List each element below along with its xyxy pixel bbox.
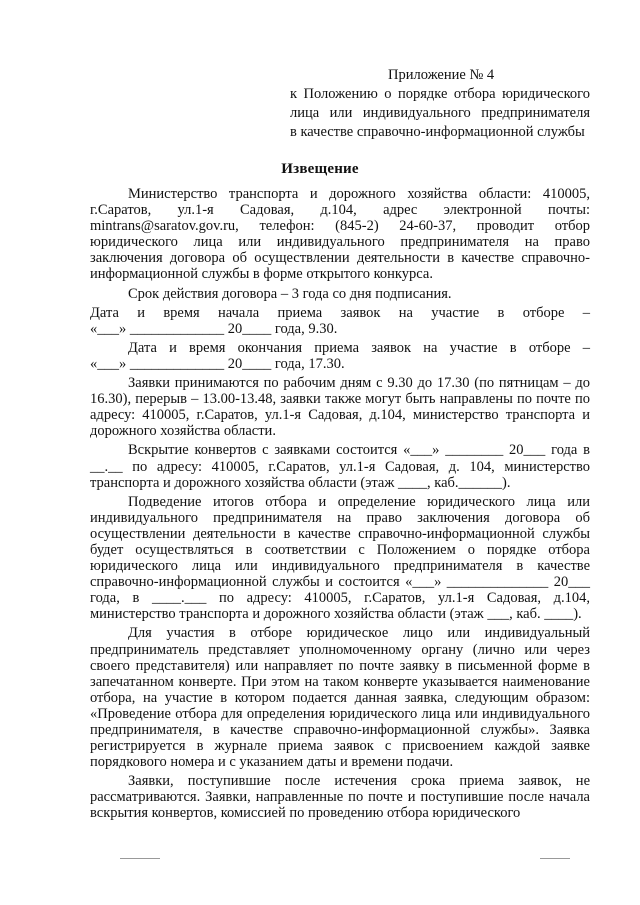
end-date-line-1: Дата и время окончания приема заявок на участие в отборе – [128,339,590,356]
paragraph-results: Подведение итогов отбора и определение юридического лица или индивидуального предпринимателя на право заключения договора об осуществлении деятельности в качестве справочно-информационной службы будет осуществляться в соответствии с Положением о порядке отбора юридического лица или индивидуального предпринимателя в качестве справочно-информационной службы и состоится «___» ______________ 20___ года, в ____.___ по адресу: 410005, г.Саратов, ул.1-я Садовая, д.104, министерство транспорта и дорожного хозяйства области (этаж ___, каб. ____). [90,493,590,623]
start-date-line-2: «___» _____________ 20____ года, 9.30. [90,320,338,337]
paragraph-working-hours: Заявки принимаются по рабочим дням с 9.30 до 17.30 (по пятницам – до 16.30), перерыв – 13.00-13.48, заявки также могут быть направлены по почте по адресу: 410005, г.Саратов, ул.1-я Садовая, д.104, министерство транспорта и дорожного хозяйства области. [90,375,590,440]
document-title: Извещение [281,161,359,177]
document-body [90,186,590,825]
paragraph-participation: Для участия в отборе юридическое лицо или индивидуальный предприниматель представляет уполномоченному органу (лично или через своего представителя) или направляет по почте заявку в письменной форме в запечатанном конверте. При этом на таком конверте указывается наименование отбора, на участие в котором подается данная заявка, следующим образом: «Проведение отбора для определения юридического лица или индивидуального предпринимателя, в качестве справочно-информационной службы». Заявка регистрируется в журнале приема заявок с присвоением каждой заявке порядкового номера и с указанием даты и времени подачи. [90,625,590,771]
paragraph-envelope-opening: Вскрытие конвертов с заявками состоится «___» ________ 20___ года в __.__ по адресу: 410005, г.Саратов, ул.1-я Садовая, д. 104, министерство транспорта и дорожного хозяйства области (этаж ____, каб.______). [90,442,590,491]
paragraph-contract-term: Срок действия договора – 3 года со дня подписания. [128,285,452,302]
end-date-line-2: «___» _____________ 20____ года, 17.30. [90,355,345,372]
start-date-line-1: Дата и время начала приема заявок на участие в отборе – [90,304,590,321]
paragraph-start-date [90,305,590,337]
appendix-line-2: лица или индивидуального предпринимателя [290,105,590,121]
paragraph-late-applications: Заявки, поступившие после истечения срока приема заявок, не рассматриваются. Заявки, направленные по почте и поступившие после начала вскрытия конвертов, комиссией по проведению отбора юридического [90,773,590,822]
appendix-header [290,66,590,142]
paragraph-ministry: Министерство транспорта и дорожного хозяйства области: 410005, г.Саратов, ул.1-я Садовая, д.104, адрес электронной почты: mintrans@saratov.gov.ru, телефон: (845-2) 24-60-37, проводит отбор юридического лица или индивидуального предпринимателя на право заключения договора об осуществлении деятельности в качестве справочно-информационной службы в форме открытого конкурса. [90,186,590,283]
paragraph-end-date [90,340,590,372]
scan-artifact-left [120,858,160,859]
appendix-line-1: к Положению о порядке отбора юридического [290,86,590,102]
scan-artifact-right [540,858,570,859]
appendix-line-3: в качестве справочно-информационной службы [290,124,585,140]
appendix-number: Приложение № 4 [388,67,495,83]
